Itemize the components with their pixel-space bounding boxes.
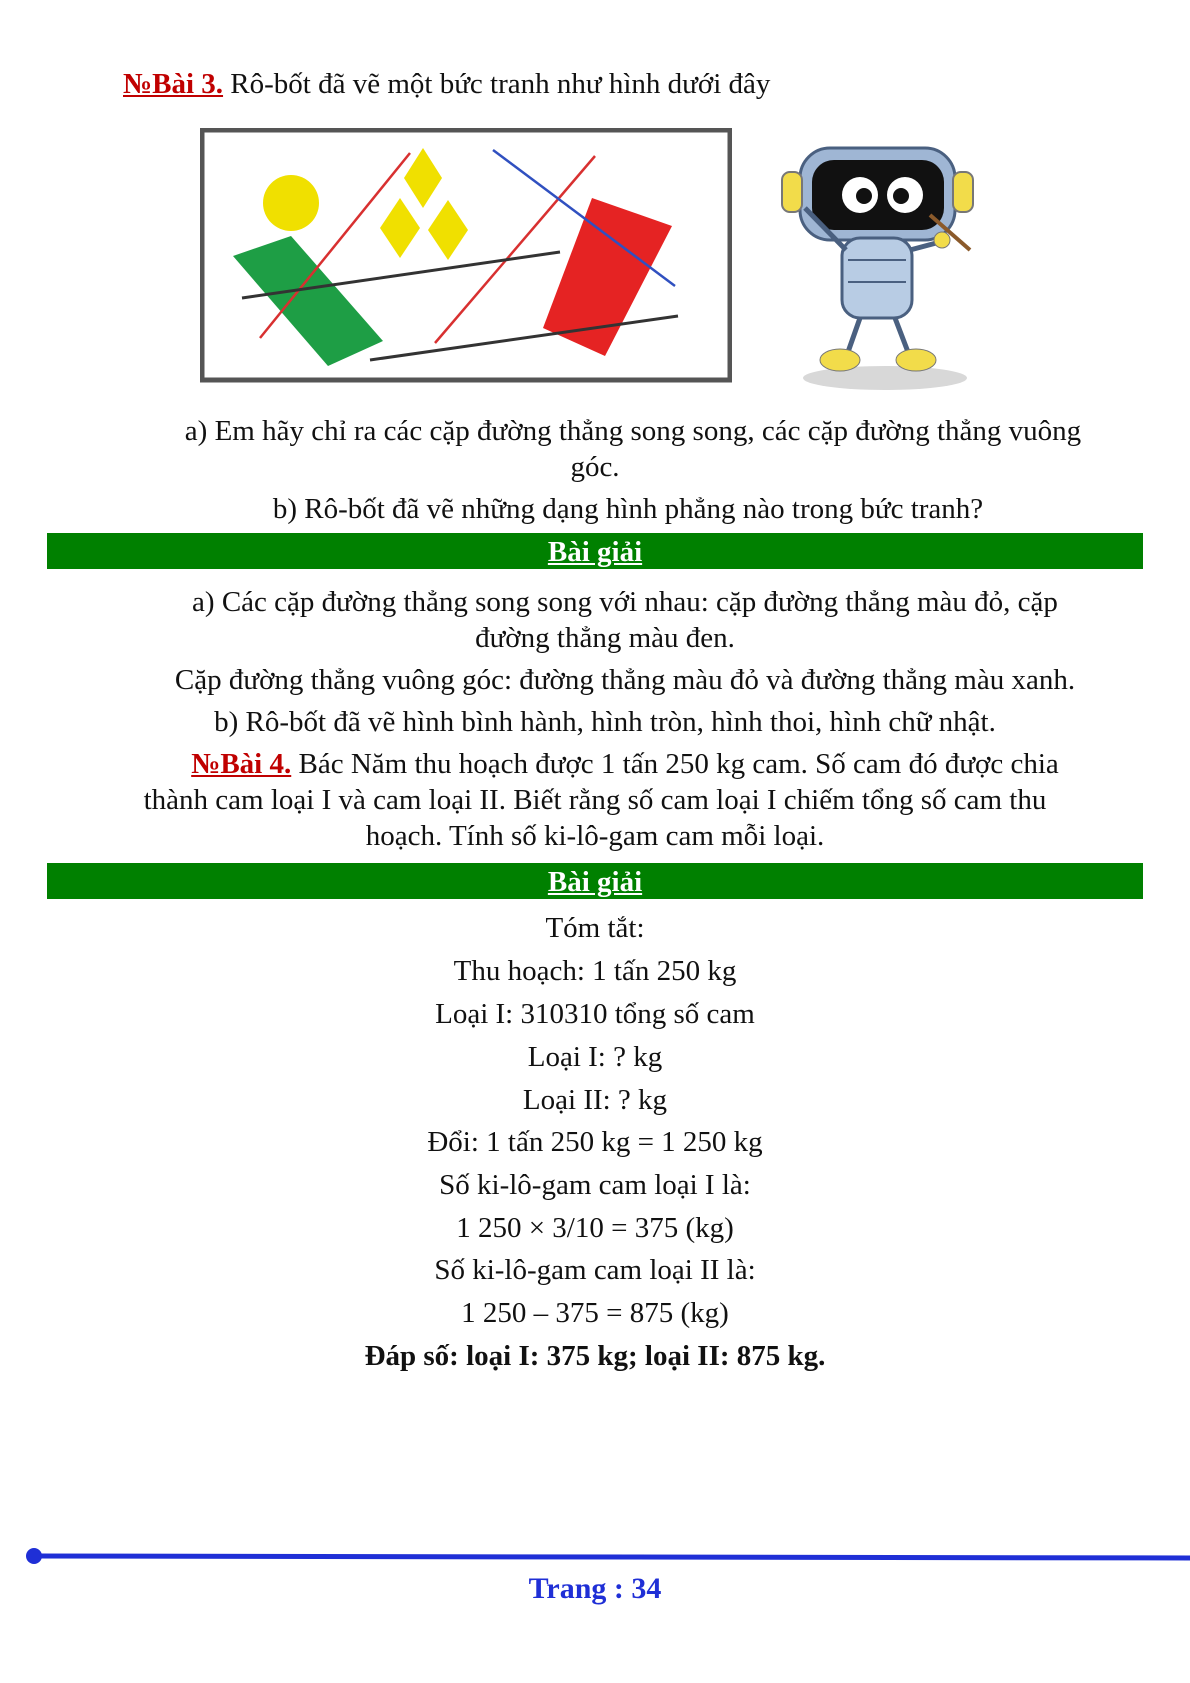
robot-foot-left: [820, 349, 860, 371]
ex3-question-a-line2: góc.: [570, 451, 620, 483]
ex4-answer: Đáp số: loại I: 375 kg; loại II: 875 kg.: [364, 1340, 826, 1372]
robot-illustration: [760, 120, 1010, 395]
ex4-summary-title: Tóm tắt:: [545, 912, 645, 944]
ex3-solution-a-line1: a) Các cặp đường thẳng song song với nhau: cặp đường thẳng màu đỏ, cặp: [192, 586, 1058, 618]
ex3-solution-b: b) Rô-bốt đã vẽ hình bình hành, hình tròn, hình thoi, hình chữ nhật.: [214, 706, 996, 738]
ex4-line-type2-unknown: Loại II: ? kg: [522, 1084, 668, 1116]
ex4-line-type1-heading: Số ki-lô-gam cam loại I là:: [439, 1169, 751, 1201]
ex4-line-type1-calc: 1 250 × 3/10 = 375 (kg): [456, 1212, 734, 1244]
painting-illustration: [200, 128, 732, 383]
ex3-question-a-line1: a) Em hãy chỉ ra các cặp đường thẳng song song, các cặp đường thẳng vuông: [184, 415, 1082, 447]
robot-ear-right: [953, 172, 973, 212]
robot-shadow: [803, 366, 967, 390]
robot-body: [842, 238, 912, 318]
ex4-line-type1-ratio: Loại I: 310310 tổng số cam: [435, 998, 755, 1030]
ex3-title-text: Rô-bốt đã vẽ một bức tranh như hình dưới đây: [223, 68, 771, 100]
ex4-line-type2-calc: 1 250 – 375 = 875 (kg): [461, 1297, 729, 1329]
robot-leg-right: [895, 318, 908, 352]
ex4-line-type1-unknown: Loại I: ? kg: [527, 1041, 663, 1073]
ex3-label: №Bài 3.: [123, 68, 224, 100]
ex3-solution-a-line2: đường thẳng màu đen.: [475, 622, 735, 654]
ex3-title: [123, 66, 770, 102]
ex3-solution-header: Bài giải: [47, 533, 1143, 569]
ex4-line-conversion: Đổi: 1 tấn 250 kg = 1 250 kg: [427, 1126, 763, 1158]
ex4-line-type2-heading: Số ki-lô-gam cam loại II là:: [434, 1254, 756, 1286]
robot-foot-right: [896, 349, 936, 371]
page-number: Trang : 34: [528, 1572, 662, 1605]
ex4-para-line1: №Bài 4. Bác Năm thu hoạch được 1 tấn 250 kg cam. Số cam đó được chia: [191, 748, 1059, 780]
ex4-label: №Bài 4.: [191, 748, 292, 780]
footer-divider: [24, 1548, 1190, 1564]
ex4-para-line2: thành cam loại I và cam loại II. Biết rằng số cam loại I chiếm tổng số cam thu: [143, 784, 1047, 816]
ex3-solution-a-line3: Cặp đường thẳng vuông góc: đường thẳng màu đỏ và đường thẳng màu xanh.: [174, 664, 1076, 696]
robot-leg-left: [848, 318, 860, 352]
robot-ear-left: [782, 172, 802, 212]
yellow-circle: [263, 175, 319, 231]
ex4-para-line3: hoạch. Tính số ki-lô-gam cam mỗi loại.: [365, 820, 825, 852]
ex4-line-harvest: Thu hoạch: 1 tấn 250 kg: [453, 955, 737, 987]
ex4-solution-header: Bài giải: [47, 863, 1143, 899]
ex3-question-b: b) Rô-bốt đã vẽ những dạng hình phẳng nào trong bức tranh?: [272, 493, 984, 525]
